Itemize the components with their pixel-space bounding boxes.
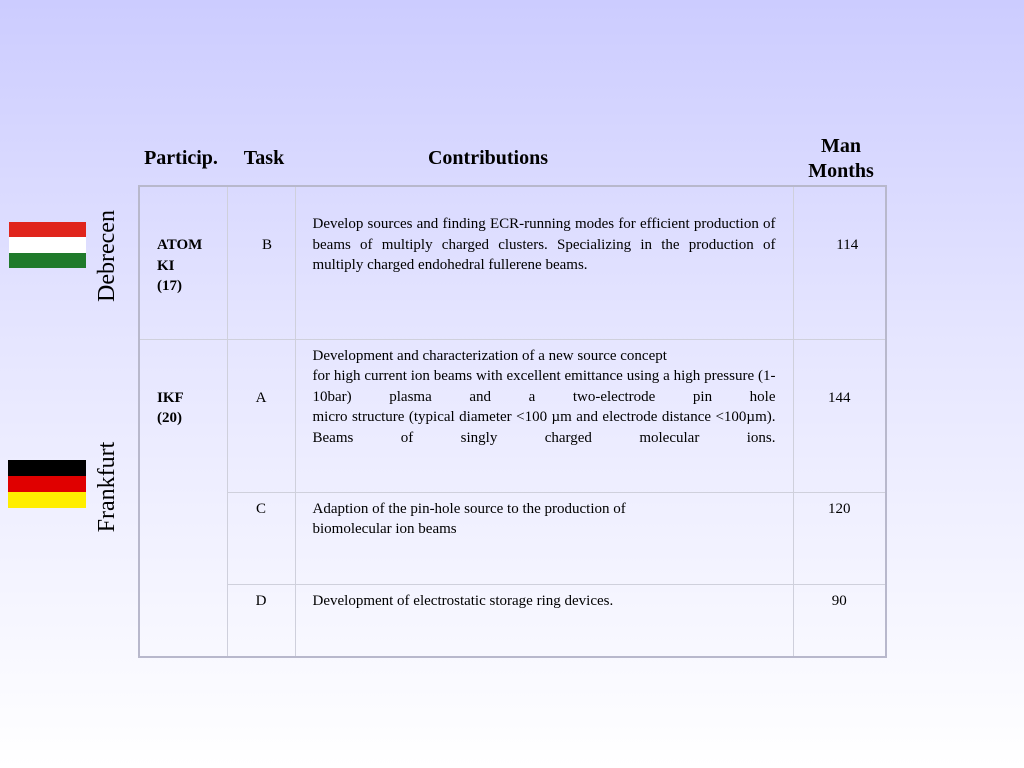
man-months-value: 114 bbox=[836, 237, 859, 253]
man-months-value: 90 bbox=[831, 592, 847, 609]
man-months-value: 120 bbox=[828, 500, 851, 517]
header-man-months-line1: Man bbox=[821, 135, 861, 157]
header-participant: Particip. bbox=[144, 147, 218, 169]
man-months-cell bbox=[793, 339, 886, 492]
participant-line: KI bbox=[157, 257, 175, 274]
table-row bbox=[139, 492, 886, 584]
task-id: C bbox=[255, 500, 266, 517]
flag-stripe bbox=[9, 237, 86, 252]
contributions-table bbox=[138, 185, 887, 658]
header-man-months-line2: Months bbox=[808, 160, 874, 182]
task-cell bbox=[227, 492, 295, 584]
germany-flag-icon bbox=[8, 460, 86, 508]
task-cell bbox=[227, 584, 295, 657]
flag-stripe bbox=[9, 253, 86, 268]
city-label-frankfurt: Frankfurt bbox=[94, 441, 120, 533]
contribution-line: for high current ion beams with excellent emittance using a high pressure (1- 10bar) plasma and a two-electrode pin hole bbox=[312, 368, 776, 405]
contribution-text: Develop sources and finding ECR-running modes for efficient production of beams of multiply charged clusters. Specializing in the production of multiply charged endohedral fullerene beams. bbox=[312, 216, 776, 273]
man-months-value: 144 bbox=[828, 389, 851, 406]
flag-stripe bbox=[8, 492, 86, 508]
flag-stripe bbox=[9, 222, 86, 237]
participant-line: ATOM bbox=[157, 237, 203, 253]
task-cell bbox=[227, 186, 295, 339]
contribution-text: Development of electrostatic storage ring devices. bbox=[312, 592, 614, 609]
participant-cell bbox=[139, 186, 227, 339]
contribution-text bbox=[296, 340, 793, 449]
task-cell bbox=[227, 339, 295, 492]
contribution-cell bbox=[295, 339, 793, 492]
participant-line: (17) bbox=[157, 278, 182, 294]
contribution-line: biomolecular ion beams bbox=[312, 521, 457, 537]
flag-stripe bbox=[8, 460, 86, 476]
contribution-line: micro structure (typical diameter <100 µm and electrode distance <100µm). Beams of singly charged molecular ions. bbox=[312, 409, 776, 446]
header-task: Task bbox=[243, 147, 285, 169]
participant-line: IKF bbox=[157, 389, 184, 406]
man-months-cell bbox=[793, 584, 886, 657]
contribution-cell bbox=[295, 584, 793, 657]
contribution-text bbox=[296, 493, 793, 540]
participant-line: (20) bbox=[157, 410, 182, 426]
task-id: A bbox=[255, 389, 267, 406]
table-row bbox=[139, 186, 886, 339]
task-id: D bbox=[255, 592, 267, 609]
city-label-debrecen: Debrecen bbox=[94, 210, 120, 302]
flag-stripe bbox=[8, 476, 86, 492]
contribution-line: Development and characterization of a new source concept bbox=[312, 347, 667, 364]
contribution-line: Adaption of the pin-hole source to the production of bbox=[312, 500, 626, 517]
task-id: B bbox=[261, 237, 272, 253]
participant-name bbox=[140, 187, 227, 297]
man-months-cell bbox=[793, 492, 886, 584]
participant-name bbox=[140, 340, 227, 429]
participant-cell bbox=[139, 339, 227, 657]
contribution-cell bbox=[295, 492, 793, 584]
contribution-cell bbox=[295, 186, 793, 339]
table-row bbox=[139, 339, 886, 492]
table-row bbox=[139, 584, 886, 657]
header-man-months bbox=[796, 134, 886, 184]
hungary-flag-icon bbox=[9, 222, 86, 268]
header-contributions: Contributions bbox=[427, 147, 549, 169]
man-months-cell bbox=[793, 186, 886, 339]
